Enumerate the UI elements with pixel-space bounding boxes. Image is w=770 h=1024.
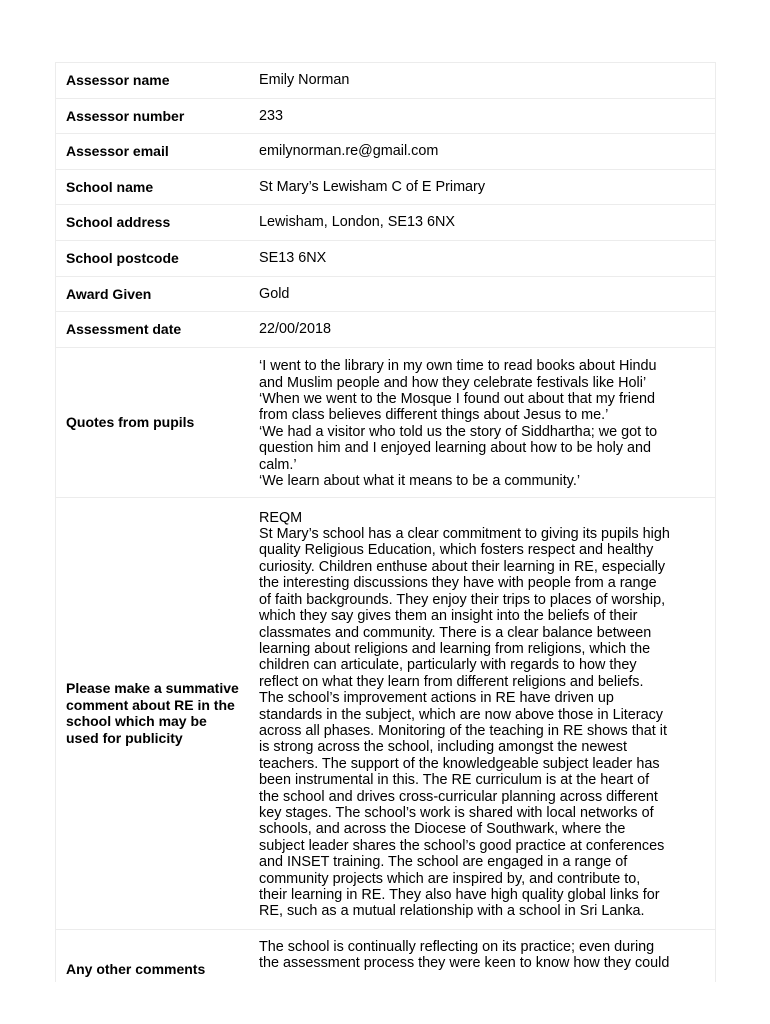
table-row	[56, 205, 715, 241]
table-row	[56, 99, 715, 135]
field-label-assessment-date: Assessment date	[66, 321, 182, 338]
field-label-school-name: School name	[66, 178, 154, 195]
quotes-text	[259, 358, 657, 489]
field-label-school-address: School address	[66, 214, 171, 231]
field-label-summary: Please make a summative comment about RE in the school which may be used for publicity	[66, 680, 239, 746]
summary-line: the school and drives cross-curricular planning across different	[259, 788, 658, 805]
summary-text	[259, 510, 670, 920]
field-value-summary	[250, 498, 715, 929]
quote-line: ‘When we went to the Mosque I found out about that my friend	[259, 390, 655, 407]
field-label-assessor-email: Assessor email	[66, 143, 169, 160]
field-value-quotes	[250, 348, 715, 497]
table-row	[56, 277, 715, 313]
table-row-other-comments	[56, 930, 715, 982]
other-comments-line: the assessment process they were keen to know how they could	[259, 955, 670, 972]
field-value-other-comments	[250, 930, 715, 982]
summary-line: which they say gives them an insight into the beliefs of their	[259, 608, 638, 625]
field-value-assessor-number: 233	[259, 107, 284, 124]
summary-line: classmates and community. There is a clear balance between	[259, 624, 652, 641]
field-label-award-given: Award Given	[66, 285, 152, 302]
table-row-summary	[56, 498, 715, 930]
field-label-assessor-name: Assessor name	[66, 72, 170, 89]
quote-line: and Muslim people and how they celebrate festivals like Holi’	[259, 374, 647, 391]
field-label-quotes: Quotes from pupils	[66, 414, 195, 431]
other-comments-text	[259, 939, 669, 972]
summary-line: key stages. The school’s work is shared with local networks of	[259, 804, 654, 821]
summary-line: St Mary’s school has a clear commitment to giving its pupils high	[259, 526, 670, 543]
summary-line: and INSET training. The school are engaged in a range of	[259, 854, 628, 871]
field-value-assessment-date: 22/00/2018	[259, 321, 332, 338]
quote-line: calm.’	[259, 456, 297, 473]
other-comments-line: The school is continually reflecting on its practice; even during	[259, 938, 655, 955]
table-row	[56, 63, 715, 99]
summary-line: across all phases. Monitoring of the teaching in RE shows that it	[259, 722, 667, 739]
summary-line: community projects which are inspired by, and contribute to,	[259, 870, 641, 887]
summary-line: reflect on what they learn from different religions and beliefs.	[259, 673, 644, 690]
summary-line: children can articulate, particularly with regards to how they	[259, 657, 637, 674]
summary-line: their learning in RE. They also have high quality global links for	[259, 887, 660, 904]
summary-line: is strong across the school, including amongst the newest	[259, 739, 627, 756]
summary-line: been instrumental in this. The RE curriculum is at the heart of	[259, 772, 650, 789]
summary-line: curiosity. Children enthuse about their learning in RE, especially	[259, 558, 666, 575]
field-value-school-address: Lewisham, London, SE13 6NX	[259, 214, 455, 231]
summary-line: quality Religious Education, which fosters respect and healthy	[259, 542, 654, 559]
table-row	[56, 241, 715, 277]
quote-line: ‘We learn about what it means to be a community.’	[259, 472, 581, 489]
field-value-assessor-email: emilynorman.re@gmail.com	[259, 143, 439, 160]
summary-line: RE, such as a mutual relationship with a school in Sri Lanka.	[259, 903, 645, 920]
summary-line: REQM	[259, 509, 303, 526]
summary-line: standards in the subject, which are now above those in Literacy	[259, 706, 663, 723]
field-label-other-comments: Any other comments	[66, 960, 206, 977]
summary-line: the interesting discussions they have with people from a range	[259, 575, 657, 592]
table-row	[56, 134, 715, 170]
table-row	[56, 170, 715, 206]
field-value-school-name: St Mary’s Lewisham C of E Primary	[259, 178, 486, 195]
summary-line: subject leader shares the school’s good practice at conferences	[259, 837, 665, 854]
field-value-assessor-name: Emily Norman	[259, 72, 350, 89]
field-label-assessor-number: Assessor number	[66, 107, 185, 124]
summary-line: The school’s improvement actions in RE have driven up	[259, 690, 614, 707]
quote-line: from class believes different things about Jesus to me.’	[259, 407, 609, 424]
table-row	[56, 312, 715, 348]
summary-line: schools, and across the Diocese of Southwark, where the	[259, 821, 626, 838]
table-row-quotes	[56, 348, 715, 498]
summary-line: learning about religions and learning from religions, which the	[259, 640, 651, 657]
field-value-school-postcode: SE13 6NX	[259, 250, 327, 267]
summary-line: of faith backgrounds. They enjoy their trips to places of worship,	[259, 591, 666, 608]
quote-line: question him and I enjoyed learning about how to be holy and	[259, 440, 652, 457]
summary-line: teachers. The support of the knowledgeable subject leader has	[259, 755, 660, 772]
quote-line: ‘We had a visitor who told us the story of Siddhartha; we got to	[259, 423, 658, 440]
assessment-form-table	[55, 62, 716, 982]
field-value-award-given: Gold	[259, 285, 290, 302]
field-label-school-postcode: School postcode	[66, 250, 179, 267]
quote-line: ‘I went to the library in my own time to read books about Hindu	[259, 358, 657, 375]
